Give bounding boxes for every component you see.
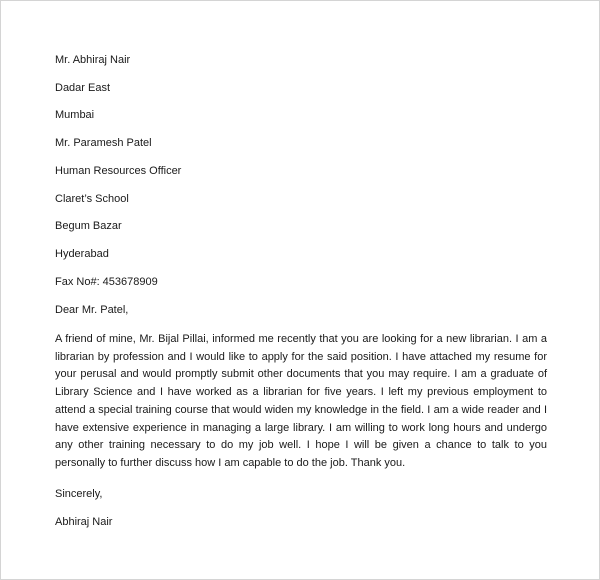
closing: Sincerely, [55, 488, 103, 500]
recipient-city: Hyderabad [55, 248, 109, 260]
recipient-organization: Claret’s School [55, 193, 129, 205]
sender-name: Mr. Abhiraj Nair [55, 54, 131, 66]
signature-name: Abhiraj Nair [55, 516, 113, 528]
recipient-title: Human Resources Officer [55, 165, 182, 177]
sender-city: Mumbai [55, 109, 95, 121]
recipient-name: Mr. Paramesh Patel [55, 137, 152, 149]
letter-body: A friend of mine, Mr. Bijal Pillai, informed me recently that you are looking for a new librarian. I am a librarian by profession and I would like to apply for the said position. I have attached my resume for your perusal and would promptly submit other documents that you may require. I am a graduate of Library Science and I have worked as a librarian for five years. I left my previous employment to attend a special training course that would widen my knowledge in the field. I am a wide reader and I have extensive experience in managing a large library. I am willing to work long hours and undergo any other training necessary to do my job well. I hope I will be given a chance to talk to you personally to further discuss how I am capable to do the job. Thank you. [55, 333, 547, 469]
recipient-street: Begum Bazar [55, 220, 122, 232]
recipient-fax: Fax No#: 453678909 [55, 276, 158, 288]
sender-street: Dadar East [55, 82, 111, 94]
salutation: Dear Mr. Patel, [55, 304, 129, 316]
